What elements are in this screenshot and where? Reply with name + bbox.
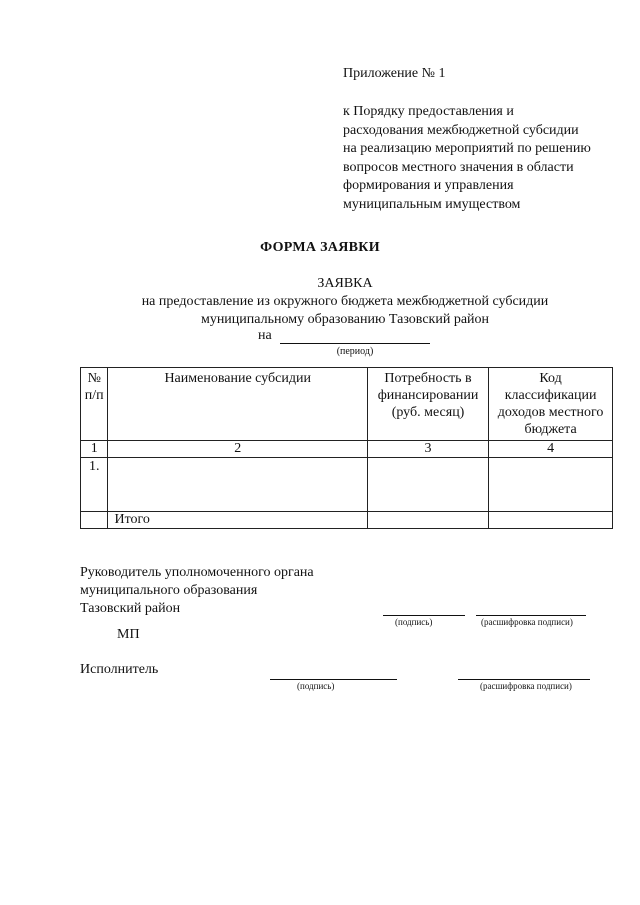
head-signature-line[interactable] xyxy=(383,615,465,616)
application-title: ЗАЯВКА xyxy=(317,276,373,291)
total-code-cell[interactable] xyxy=(489,512,613,529)
annex-line: формирования и управления xyxy=(343,178,514,193)
executor-decoding-line[interactable] xyxy=(458,679,590,680)
header-cell-subsidy-name: Наименование субсидии xyxy=(108,368,367,441)
application-subtitle-line2: муниципальному образованию Тазовский район xyxy=(200,312,490,327)
financing-need-cell[interactable] xyxy=(367,458,488,512)
subsidy-name-cell[interactable] xyxy=(108,458,367,512)
row-number-cell: 1. xyxy=(81,458,108,512)
executor-decoding-caption: (расшифровка подписи) xyxy=(480,681,572,691)
budget-code-cell[interactable] xyxy=(489,458,613,512)
subsidy-table xyxy=(80,367,613,529)
header-cell-number: № п/п xyxy=(81,368,108,441)
stamp-place-label: МП xyxy=(117,627,140,642)
header-cell-financing-need: Потребность в финансировании (руб. месяц) xyxy=(367,368,488,441)
head-title-line: Руководитель уполномоченного органа xyxy=(80,565,314,580)
application-subtitle-line1: на предоставление из окружного бюджета межбюджетной субсидии xyxy=(141,294,549,309)
table-row xyxy=(81,458,613,512)
total-need-cell[interactable] xyxy=(367,512,488,529)
table-total-row xyxy=(81,512,613,529)
annex-line: на реализацию мероприятий по решению xyxy=(343,141,591,156)
header-cell-budget-code: Код классификации доходов местного бюджета xyxy=(489,368,613,441)
head-decoding-line[interactable] xyxy=(476,615,586,616)
period-caption: (период) xyxy=(336,346,374,357)
total-label-cell: Итого xyxy=(108,512,367,529)
form-heading: ФОРМА ЗАЯВКИ xyxy=(260,240,380,255)
head-signature-caption: (подпись) xyxy=(395,617,433,627)
executor-label: Исполнитель xyxy=(80,662,159,677)
numbering-cell: 1 xyxy=(81,441,108,458)
total-number-cell xyxy=(81,512,108,529)
annex-line: вопросов местного значения в области xyxy=(343,159,574,175)
period-prefix: на xyxy=(258,328,272,343)
table-header-row xyxy=(81,368,613,441)
annex-line: расходования межбюджетной субсидии xyxy=(343,122,579,138)
head-title-line: муниципального образования xyxy=(80,583,258,598)
executor-signature-caption: (подпись) xyxy=(297,681,335,691)
annex-line: к Порядку предоставления и xyxy=(343,104,514,119)
numbering-cell: 2 xyxy=(108,441,367,458)
annex-line: муниципальным имуществом xyxy=(343,196,521,212)
head-decoding-caption: (расшифровка подписи) xyxy=(481,617,573,627)
head-title-line: Тазовский район xyxy=(80,601,181,616)
head-signature-block xyxy=(80,564,314,618)
numbering-cell: 4 xyxy=(489,441,613,458)
executor-signature-line[interactable] xyxy=(270,679,397,680)
annex-description xyxy=(343,103,591,214)
table-numbering-row xyxy=(81,441,613,458)
numbering-cell: 3 xyxy=(367,441,488,458)
period-blank-line[interactable] xyxy=(280,343,430,344)
annex-title: Приложение № 1 xyxy=(343,66,446,81)
